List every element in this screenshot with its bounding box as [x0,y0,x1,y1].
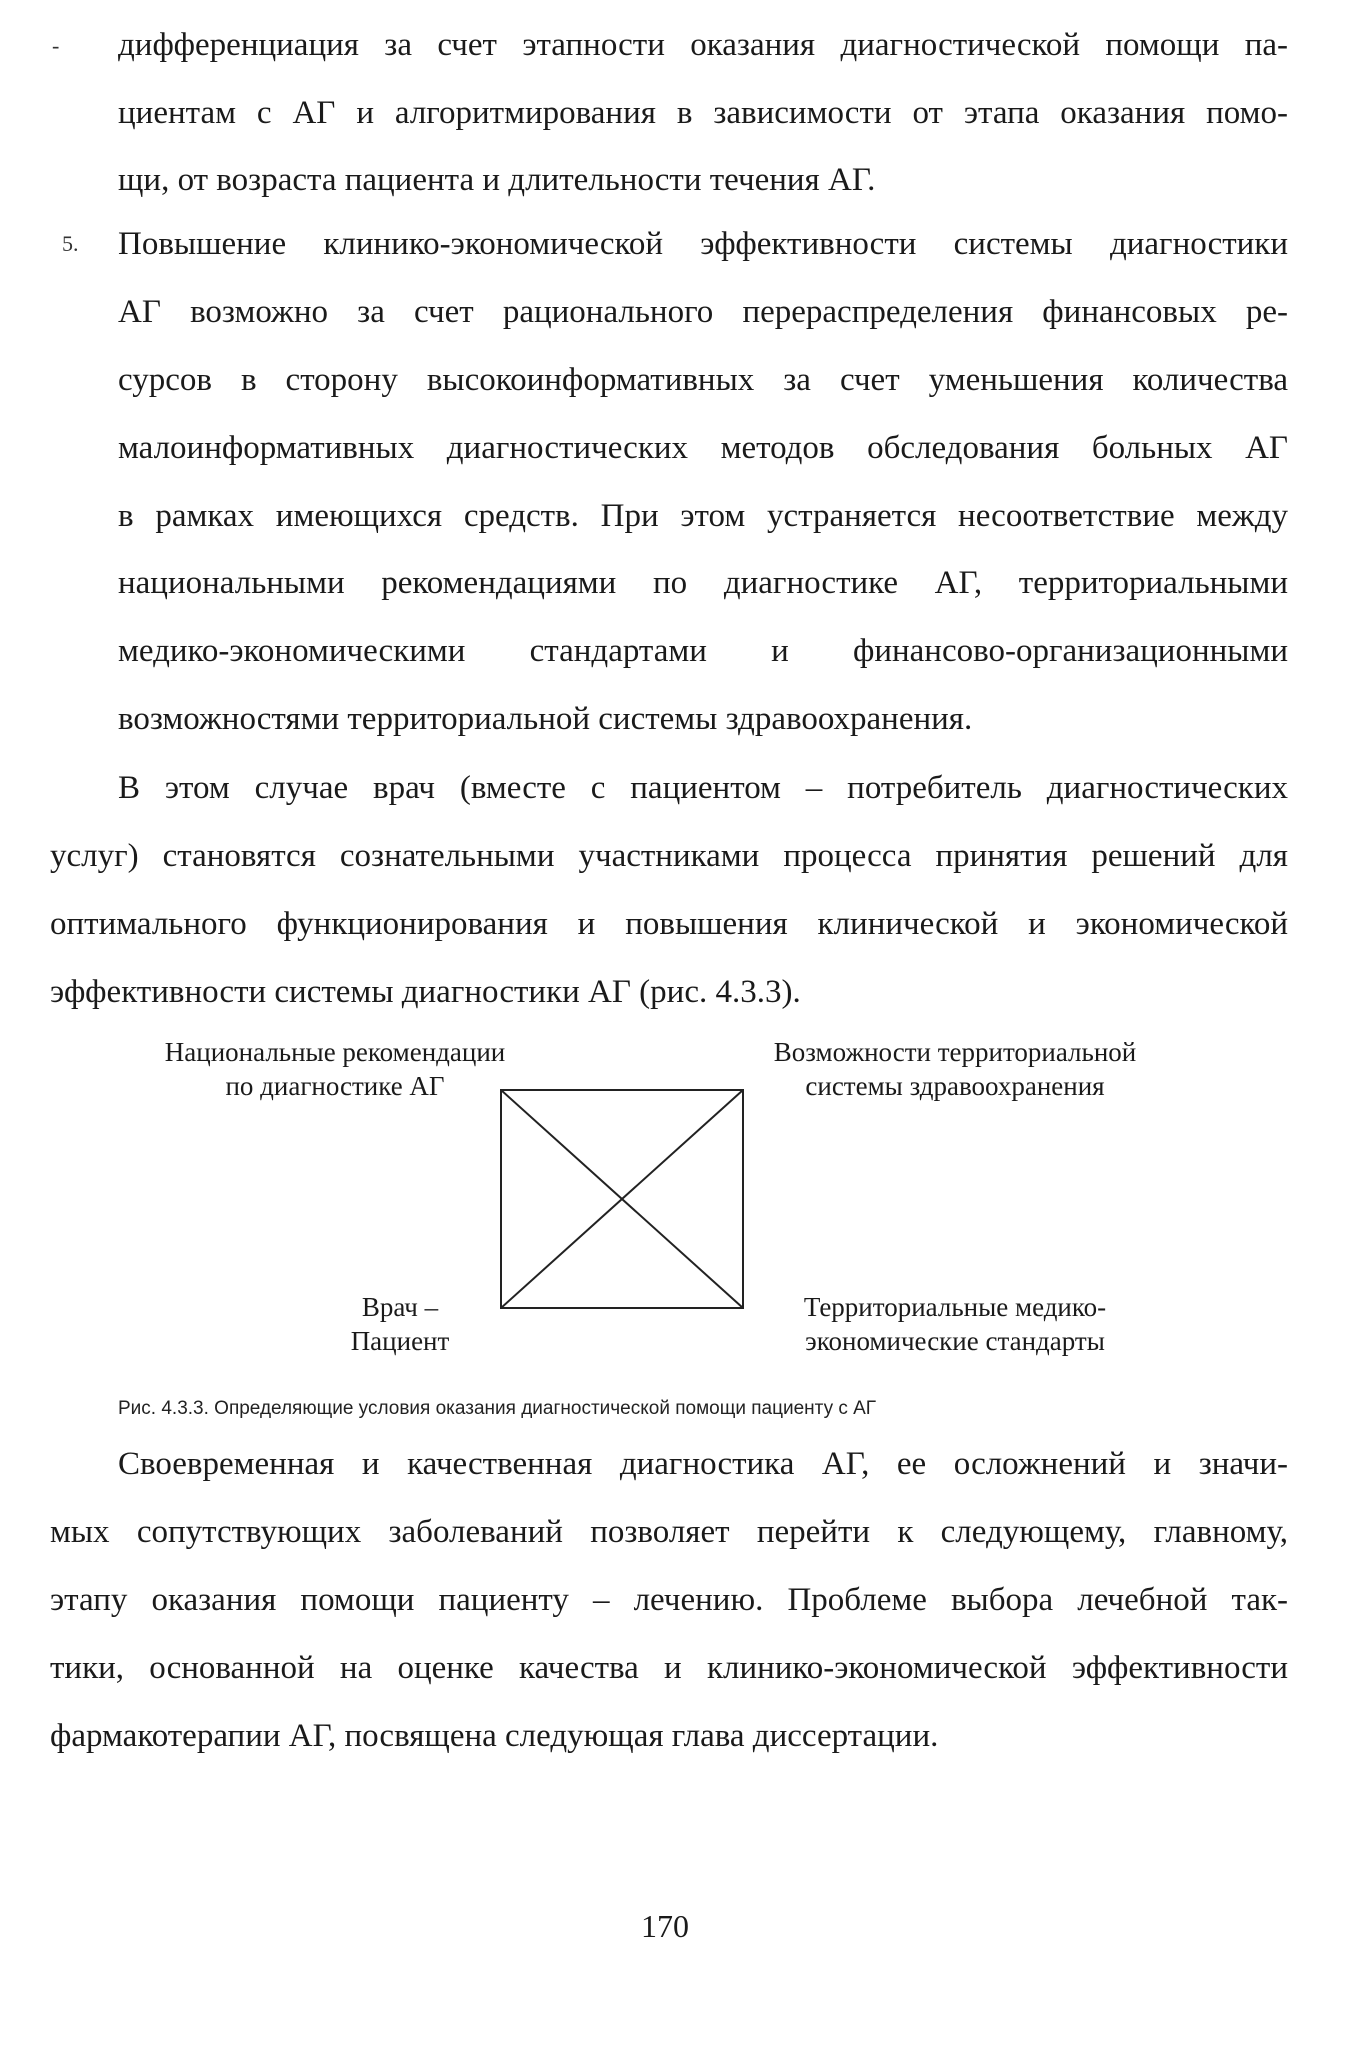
figure-label-bottom-left: Врач – Пациент [350,1292,450,1356]
list-number: 5. [62,231,79,256]
text-line: сурсов в сторону высокоинформативных за счет уменьшения количества [118,362,1288,398]
text-line: национальными рекомендациями по диагностике АГ, территориальными [118,565,1288,601]
text-line: эффективности системы диагностики АГ (рис. 4.3.3). [50,974,801,1010]
text-line: оптимального функционирования и повышения клинической и экономической [50,906,1288,942]
text-line: услуг) становятся сознательными участниками процесса принятия решений для [50,838,1288,874]
text-line: фармакотерапии АГ, посвящена следующая глава диссертации. [50,1718,939,1754]
text-line: этапу оказания помощи пациенту – лечению. Проблеме выбора лечебной так- [50,1582,1288,1618]
text-line: мых сопутствующих заболеваний позволяет перейти к следующему, главному, [50,1514,1288,1550]
text-line: тики, основанной на оценке качества и клинико-экономической эффективности [50,1650,1288,1686]
figure-label-top-left: Национальные рекомендации по диагностике АГ [164,1037,506,1101]
text-line: циентам с АГ и алгоритмирования в зависимости от этапа оказания помо- [118,95,1288,131]
list-bullet: - [52,33,60,58]
figure-diagram [499,1088,745,1310]
figure-label-bottom-right: Территориальные медико- экономические стандарты [803,1292,1107,1356]
text-line: медико-экономическими стандартами и финансово-организационными [118,633,1288,669]
text-line: малоинформативных диагностических методов обследования больных АГ [118,430,1288,466]
page-number: 170 [641,1908,689,1944]
text-line: Повышение клинико-экономической эффективности системы диагностики [118,226,1288,262]
figure-label-top-right: Возможности территориальной системы здравоохранения [773,1037,1137,1101]
text-line: В этом случае врач (вместе с пациентом – потребитель диагностических [118,770,1288,806]
text-line: щи, от возраста пациента и длительности течения АГ. [118,162,876,198]
text-line: в рамках имеющихся средств. При этом устраняется несоответствие между [118,498,1288,534]
text-line: дифференциация за счет этапности оказания диагностической помощи па- [118,27,1288,63]
text-line: АГ возможно за счет рационального перераспределения финансовых ре- [118,294,1288,330]
text-line: Своевременная и качественная диагностика АГ, ее осложнений и значи- [118,1446,1288,1482]
figure-caption: Рис. 4.3.3. Определяющие условия оказания диагностической помощи пациенту с АГ [118,1398,877,1419]
text-line: возможностями территориальной системы здравоохранения. [118,701,973,737]
